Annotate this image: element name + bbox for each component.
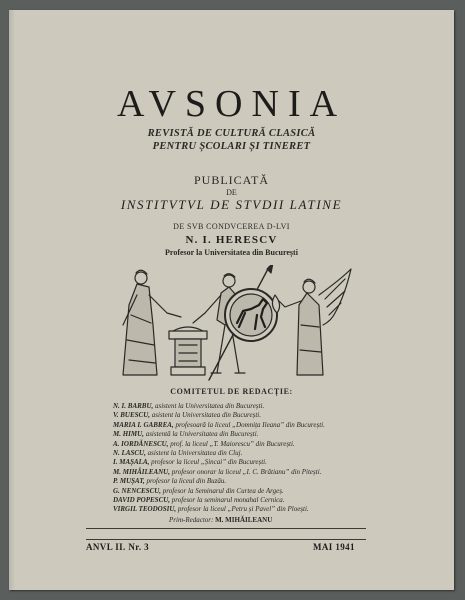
- member-role: profesor la liceul „Șincai” din București.: [151, 458, 267, 467]
- prim-redactor-label: Prim-Redactor:: [169, 516, 214, 524]
- subtitle-line-2: PENTRU ȘCOLARI ȘI TINERET: [152, 141, 311, 152]
- member-name: G. NENCESCU,: [113, 486, 162, 495]
- committee-heading: COMITETUL DE REDACȚIE:: [170, 387, 293, 396]
- member-name: M. MIHĂILEANU,: [113, 467, 170, 476]
- prim-redactor: [169, 516, 272, 524]
- issue-number: ANVL II. Nr. 3: [86, 542, 150, 552]
- committee-member: [113, 496, 443, 505]
- committee-member: [113, 421, 443, 430]
- footer-rule-top: [86, 528, 366, 529]
- under-direction-label: DE SVB CONDVCEREA D-LVI: [173, 222, 290, 231]
- member-name: I. MAȘALA,: [113, 458, 150, 467]
- member-name: A. IORDĂNESCU,: [113, 439, 169, 448]
- member-role: profesor la liceul „Petru și Pavel” din Ploești.: [177, 505, 309, 514]
- committee-member: [113, 468, 443, 477]
- member-name: DAVID POPESCU,: [113, 496, 171, 505]
- committee-member: [113, 449, 443, 458]
- committee-member: [113, 411, 443, 420]
- committee-member: [113, 430, 443, 439]
- editor-name: N. I. HERESCV: [185, 234, 278, 246]
- member-role: asistentă la Universitatea din București.: [145, 430, 259, 439]
- member-role: asistent la Universitatea din București.: [155, 402, 265, 410]
- editor-title: Profesor la Universitatea din București: [165, 248, 298, 257]
- issue-date: MAI 1941: [313, 542, 355, 552]
- member-role: profesor la Seminarul din Curtea de Argeș.: [162, 486, 284, 495]
- member-role: asistent la Universitatea din Cluj.: [147, 449, 243, 458]
- committee-member: [113, 477, 443, 486]
- member-role: prof. la liceul „T. Maiorescu” din București.: [170, 439, 295, 448]
- member-name: N. LASCU,: [113, 449, 146, 458]
- member-name: M. HIMU,: [113, 430, 144, 439]
- published-label: PUBLICATĂ: [193, 173, 269, 187]
- subtitle-line-1: REVISTĂ DE CULTURĂ CLASICĂ: [147, 128, 316, 139]
- institute-name: INSTITVTVL DE STVDII LATINE: [120, 197, 343, 212]
- committee-member: [113, 505, 443, 514]
- committee-member: [113, 440, 443, 449]
- magazine-title: AVSONIA: [116, 83, 347, 125]
- by-label: DE: [226, 188, 237, 197]
- member-role: profesor la liceul din Buzău.: [146, 477, 227, 486]
- member-name: P. MUȘAT,: [113, 477, 145, 486]
- committee-member: [113, 487, 443, 496]
- member-role: profesor onorar la liceul „I. C. Brătianu” din Pitești.: [171, 467, 322, 476]
- member-name: VIRGIL TEODOSIU,: [113, 505, 177, 514]
- committee-member: [113, 458, 443, 467]
- member-name: MARIA I. GABREA,: [113, 420, 174, 429]
- committee-member: [113, 402, 443, 411]
- magazine-cover: [9, 10, 454, 590]
- classical-figures-illustration: [109, 265, 354, 385]
- member-role: profesoară la liceul „Domnița Ileana” din București.: [175, 420, 325, 429]
- footer-rule-bottom: [86, 539, 366, 540]
- committee-member-list: [113, 402, 443, 515]
- member-role: profesor la seminarul monahal Cernica.: [171, 496, 285, 505]
- member-name: V. BUESCU,: [113, 411, 151, 420]
- prim-redactor-name: M. MIHĂILEANU: [215, 516, 273, 524]
- member-name: N. I. BARBU,: [113, 402, 154, 410]
- member-role: asistent la Universitatea din București.: [151, 411, 261, 420]
